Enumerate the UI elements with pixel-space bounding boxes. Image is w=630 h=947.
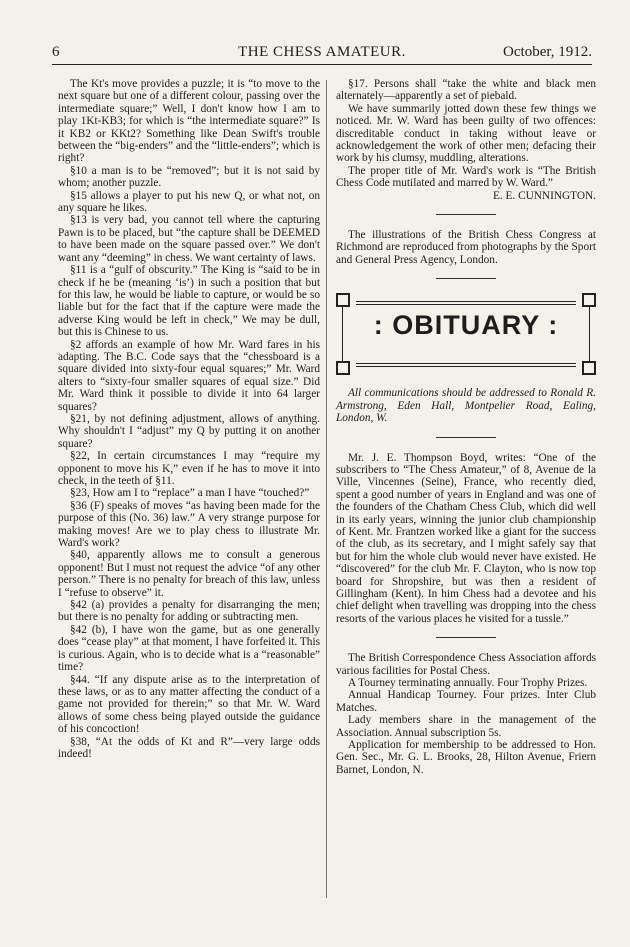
section-rule: [436, 214, 496, 215]
notice-text: All communications should be addressed to Ronald R. Armstrong, Eden Hall, Montpelier Road, Ealing, London, W.: [336, 387, 596, 425]
paragraph: A Tourney terminating annually. Four Trophy Prizes.: [348, 677, 588, 689]
signature: E. E. CUNNINGTON.: [492, 189, 596, 202]
paragraph: §13 is very bad, you cannot tell where the capturing Pawn is to be placed, but “the capture shall be DEEMED to have been made on the square passed over.” We don't want any “deeming” in chess. We want certainty of laws.: [58, 214, 320, 264]
paragraph: §15 allows a player to put his new Q, or what not, on any square he likes.: [58, 189, 320, 215]
section-rule: [436, 637, 496, 638]
obituary-text: Mr. J. E. Thompson Boyd, writes: “One of the subscribers to “The Chess Amateur,” of 8, Avenue de la Ville, Vincennes (Seine), France, who recently died, spent a good number of years in England and was one of the founders of the Chatham Chess Club, which did well in its early years, winning the junior club championship of Kent. Mr. Frantzen worked like a giant for the success of the club, as its secretary, and I might safely say that but for him the whole club would never have existed. He “discovered” for the club Mr. F. Clayton, who is now top board for Shropshire, but was then a resident of Gillingham (Kent). In him Chess had a devotee and his chief delight when travelling was dropping into the chess resorts of the various places he visited for a tussle.”: [336, 451, 596, 625]
paragraph: §23, How am I to “replace” a man I have “touched?”: [70, 487, 310, 500]
section-rule: [436, 437, 496, 438]
obituary-banner: [336, 293, 596, 375]
paragraph: §36 (F) speaks of moves “as having been made for the purpose of this (No. 36) law.” A very strange purpose for making moves! Are we to play chess to illustrate Mr. Ward's work?: [58, 499, 320, 550]
column-divider: [326, 80, 327, 898]
paragraph: §21, by not defining adjustment, allows of anything. Why shouldn't I “adjust” my Q by putting it on another square?: [58, 412, 320, 450]
section-rule: [436, 278, 496, 279]
ornament-corner: [336, 361, 350, 375]
ornament-corner: [336, 293, 350, 307]
ornament-corner: [582, 361, 596, 375]
paragraph: §44. “If any dispute arise as to the interpretation of these laws, or as to any matter affecting the conduct of a game not provided for therein;” so that Mr. W. Ward allows of some chess being played outside the guidance of his concoction!: [58, 673, 320, 736]
paragraph: We have summarily jotted down these few things we noticed. Mr. W. Ward has been guilty of two offences: discreditable conduct in taking without leave or acknowledgement the work of other men; defacing their work by his clumsy, muddling, alterations.: [336, 102, 596, 165]
obituary-notice: [336, 387, 596, 424]
paragraph: §11 is a “gulf of obscurity.” The King is “said to be in check if he be (meaning ‘is’) in such a position that but for this law, he would be liable to capture, or would be so liable but for the fact that if the capture were made the adverse King would be left in check,” We may be dull, but this is Chinese to us.: [58, 264, 320, 339]
ornament-corner: [582, 293, 596, 307]
page-title: THE CHESS AMATEUR.: [238, 44, 406, 60]
issue-date: October, 1912.: [503, 44, 592, 60]
paragraph: §42 (a) provides a penalty for disarranging the men; but there is no penalty for adding or subtracting men.: [58, 599, 320, 624]
paragraph: §38, “At the odds of Kt and R”—very large odds indeed!: [58, 735, 320, 760]
obituary-title: : OBITUARY :: [373, 310, 559, 341]
paragraph: §2 affords an example of how Mr. Ward fares in his adapting. The B.C. Code says that the “chessboard is a square divided into sixty-four equal squares;” Mr. Ward alters to “sixty-four smaller squares of equal size.” Did Mr. Ward think it possible to divide it into 64 larger squares?: [58, 338, 320, 413]
paragraph: §42 (b), I have won the game, but as one generally does “cease play” at that moment, I have forfeited it. This is curious. Again, who is to decide what is a “reasonable” time?: [58, 623, 320, 674]
paragraph: Application for membership to be addressed to Hon. Gen. Sec., Mr. G. L. Brooks, 28, Hilton Avenue, Friern Barnet, London, N.: [336, 739, 596, 776]
paragraph: §17. Persons shall “take the white and black men alternately—apparently a set of piebald.: [336, 78, 596, 103]
illustrations-note: The illustrations of the British Chess Congress at Richmond are reproduced from photographs by the Sport and General Press Agency, London.: [336, 229, 596, 266]
signature-line: [336, 190, 596, 202]
paragraph: The British Correspondence Chess Association affords various facilities for Postal Chess.: [336, 652, 596, 677]
left-column: [58, 78, 320, 760]
paragraph: §10 a man is to be “removed”; but it is not said by whom; another puzzle.: [58, 164, 320, 190]
paragraph: §40, apparently allows me to consult a generous opponent! But I must not request the advice “of any other person.” There is no penalty for breach of this law, unless I “refuse to observe” it.: [58, 549, 320, 599]
paragraph: Annual Handicap Tourney. Four prizes. Inter Club Matches.: [336, 689, 596, 714]
paragraph: Lady members share in the management of the Association. Annual subscription 5s.: [336, 714, 596, 739]
right-column: [336, 78, 596, 776]
paragraph: §22, In certain circumstances I may “require my opponent to move his K,” even if he has to move it into check, in the teeth of §11.: [58, 450, 320, 487]
page-number: 6: [52, 44, 60, 60]
header-rule: [52, 64, 592, 65]
paragraph: The proper title of Mr. Ward's work is “The British Chess Code mutilated and marred by W. Ward.”: [336, 164, 596, 190]
paragraph: The Kt's move provides a puzzle; it is “to move to the next square but one of a different colour, passing over the intermediate square;” Well, I don't know how I am to play 1Kt-KB3; for which is “the intermediate square?” Is it KB2 or KKt2? Something like Dean Swift's trouble between the “big-enders” and the “little-enders”; which is right?: [58, 78, 320, 165]
